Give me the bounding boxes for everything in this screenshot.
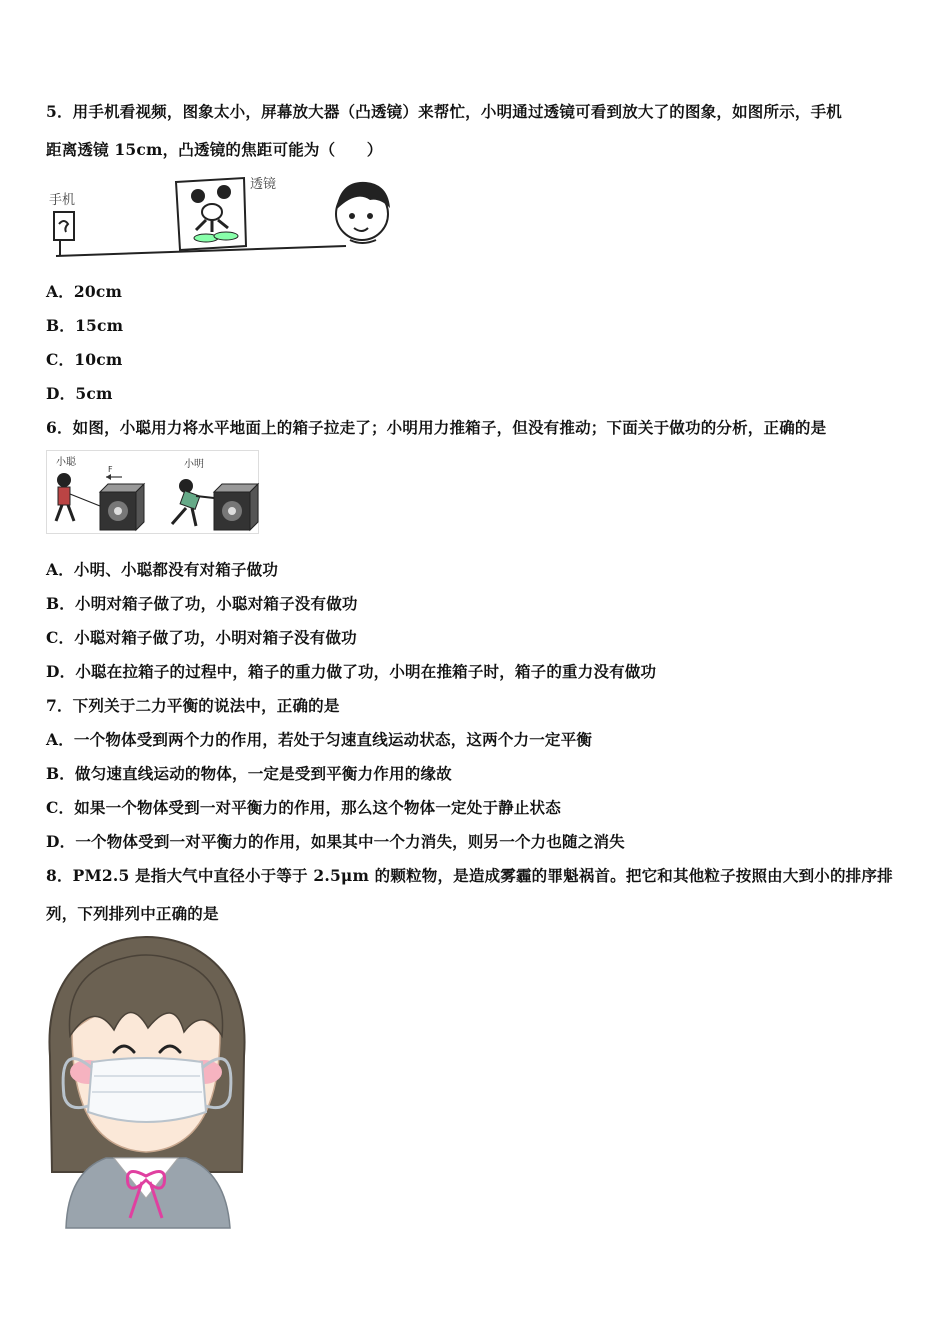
phone-icon [54, 212, 74, 256]
q7-option-b: B．做匀速直线运动的物体，一定是受到平衡力作用的缘故 [46, 764, 452, 783]
q8-stem-line-2: 列，下列排列中正确的是 [46, 904, 219, 923]
box-left-icon [100, 484, 144, 530]
lens-label: 透镜 [250, 177, 277, 192]
q6-stem-line-1: 6．如图，小聪用力将水平地面上的箱子拉走了；小明用力推箱子，但没有推动；下面关于做功的分析，正确的是 [46, 418, 827, 437]
lens-icon [176, 178, 246, 250]
q8-stem-line-1: 8．PM2.5 是指大气中直径小于等于 2.5μm 的颗粒物，是造成雾霾的罪魁祸首。把它和其他粒子按照由大到小的排序排 [46, 866, 893, 885]
q7-option-c: C．如果一个物体受到一对平衡力的作用，那么这个物体一定处于静止状态 [46, 798, 561, 817]
figure-label-left: 小聪 [56, 457, 76, 468]
figure-label-right: 小明 [184, 459, 204, 470]
q6-option-b: B．小明对箱子做了功，小聪对箱子没有做功 [46, 594, 358, 613]
q5-option-a: A．20cm [46, 282, 123, 301]
q7-option-d: D．一个物体受到一对平衡力的作用，如果其中一个力消失，则另一个力也随之消失 [46, 832, 625, 851]
boy-face-icon [336, 182, 390, 243]
q5-stem-line-2: 距离透镜 15cm，凸透镜的焦距可能为（ ） [46, 140, 383, 159]
q5-option-b: B．15cm [46, 316, 124, 335]
force-label: F [108, 465, 113, 474]
q6-work-figure [46, 450, 260, 534]
q5-option-c: C．10cm [46, 350, 123, 369]
box-right-icon [214, 484, 258, 530]
q7-stem-line-1: 7．下列关于二力平衡的说法中，正确的是 [46, 696, 340, 715]
q6-option-c: C．小聪对箱子做了功，小明对箱子没有做功 [46, 628, 357, 647]
girl-with-mask-icon [49, 937, 244, 1228]
q6-option-a: A．小明、小聪都没有对箱子做功 [46, 560, 279, 579]
q5-stem-line-1: 5．用手机看视频，图象太小，屏幕放大器（凸透镜）来帮忙，小明通过透镜可看到放大了的图象，如图所示，手机 [46, 102, 842, 121]
phone-label: 手机 [49, 193, 76, 208]
q5-lens-figure [46, 174, 400, 262]
q8-mask-girl-figure [44, 936, 248, 1230]
q6-option-d: D．小聪在拉箱子的过程中，箱子的重力做了功，小明在推箱子时，箱子的重力没有做功 [46, 662, 657, 681]
q5-option-d: D．5cm [46, 384, 113, 403]
q7-option-a: A．一个物体受到两个力的作用，若处于匀速直线运动状态，这两个力一定平衡 [46, 730, 593, 749]
